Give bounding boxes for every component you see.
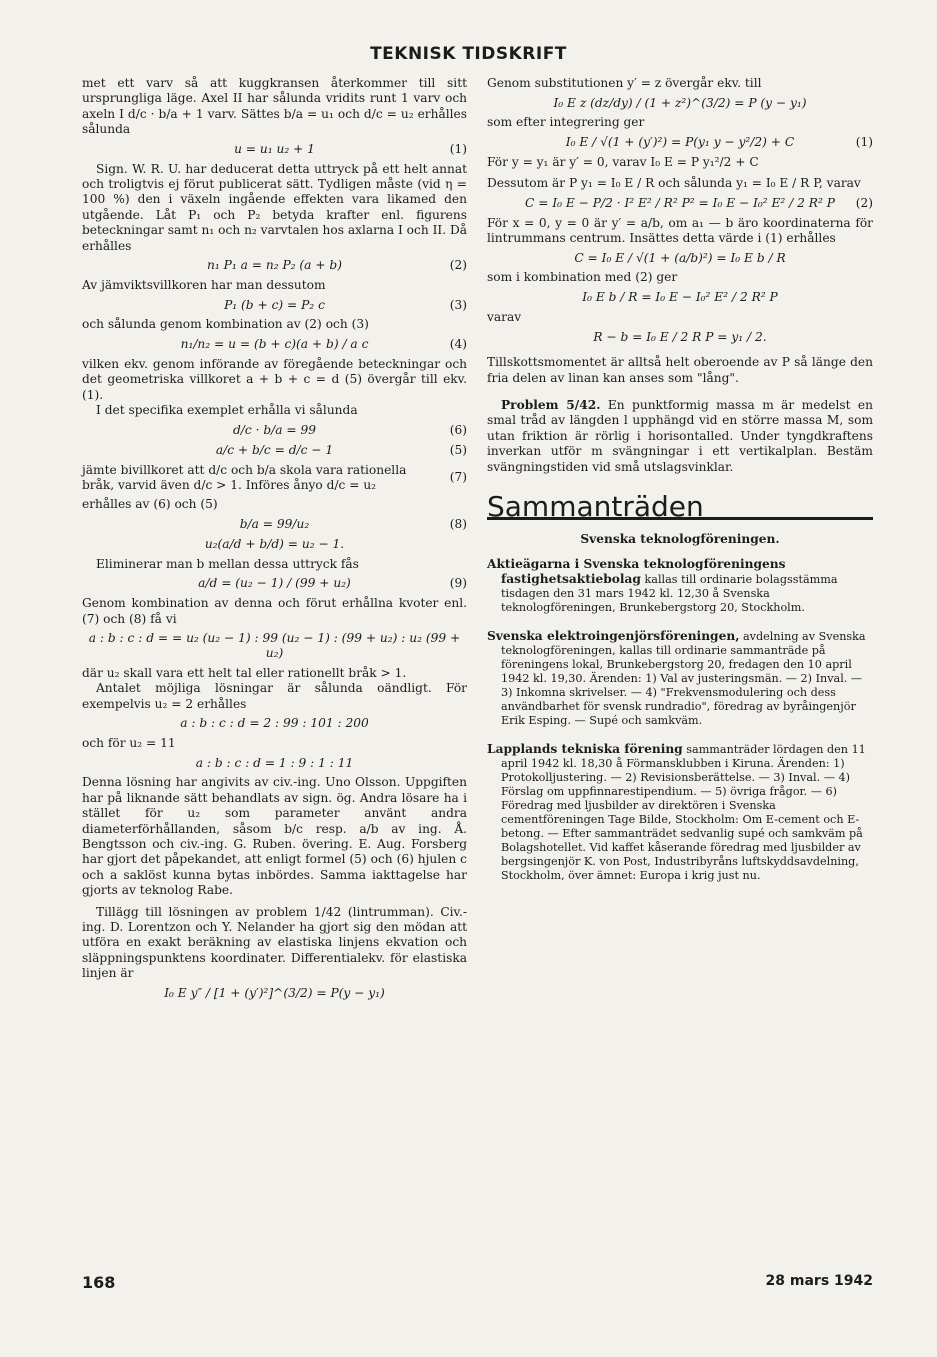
equation-text: n₁/n₂ = u = (b + c)(a + b) / a c [180, 337, 369, 352]
paragraph: Av jämviktsvillkoren har man dessutom [82, 278, 326, 293]
equation-number: (2) [855, 195, 873, 210]
meeting-notice [487, 742, 873, 883]
notice-lead: Lapplands tekniska förening [487, 741, 683, 756]
equation-text: I₀ E z (dz/dy) / (1 + z²)^(3/2) = P (y − y₁) [553, 95, 807, 110]
problem-text: En punktformig massa m är medelst en smal tråd av längden l upphängd vid en större massa M, som utan friktion är rörlig i horisontalled. Under tyngdkraftens inverkan utför m svängningar i ett vertikalplan. Bestäm svängningstiden vid små utslagsvinklar. [487, 398, 873, 474]
equation-text: a/d = (u₂ − 1) / (99 + u₂) [198, 576, 351, 591]
paragraph: erhålles av (6) och (5) [82, 497, 218, 512]
paragraph: och för u₂ = 11 [82, 735, 176, 750]
equation [487, 290, 873, 306]
equation-text: n₁ P₁ a = n₂ P₂ (a + b) [207, 258, 342, 273]
equation-text: u = u₁ u₂ + 1 [234, 141, 315, 156]
equation [82, 443, 467, 459]
paragraph: varav [487, 309, 522, 324]
paragraph: met ett varv så att kuggkransen återkommer till sitt ursprungliga läge. Axel II har sålunda vridits runt 1 varv och axeln I d/c · b/a + 1 varv. Sättes b/a = u₁ och d/c = u₂ erhålles sålunda [82, 76, 467, 137]
equation-number: (4) [449, 337, 467, 352]
meeting-notice [487, 557, 873, 615]
problem-5-42 [487, 398, 873, 475]
equation-text: d/c · b/a = 99 [233, 422, 316, 437]
equation-number: (3) [449, 297, 467, 312]
equation-number: (2) [449, 258, 467, 273]
paragraph: Genom kombination av denna och förut erhållna kvoter enl. (7) och (8) få vi [82, 596, 467, 626]
equation-number: (5) [449, 442, 467, 457]
notice-lead: Svenska elektroingenjörsföreningen, [487, 628, 740, 643]
paragraph: som i kombination med (2) ger [487, 270, 678, 285]
equation [487, 329, 873, 345]
problem-title: Problem 5/42. [501, 398, 601, 413]
paragraph: som efter integrering ger [487, 115, 645, 130]
equation [82, 716, 467, 732]
paragraph: Sign. W. R. U. har deducerat detta uttryck på ett helt annat och troligtvis ej förut publicerat sätt. Tydligen måste (vid η = 100 %) den i växeln ingående effekten vara likamed den utgående. Låt P₁ och P₂ betyda krafter enl. figurens beteckningar samt n₁ och n₂ varvtalen hos axlarna I och II. Då erhålles [82, 161, 467, 253]
paragraph: Genom substitutionen y′ = z övergår ekv. till [487, 76, 762, 90]
paragraph: vilken ekv. genom införande av föregående beteckningar och det geometriska villkoret a + b + c = d (5) övergår till ekv. (1). [82, 356, 467, 402]
paragraph: Antalet möjliga lösningar är sålunda oändligt. För exempelvis u₂ = 2 erhålles [82, 681, 467, 711]
paragraph: jämte bivillkoret att d/c och b/a skola vara rationella bråk, varvid även d/c > 1. Införes ånyo d/c = u₂ [82, 462, 407, 492]
equation-text: a/c + b/c = d/c − 1 [215, 442, 334, 457]
equation [82, 755, 467, 771]
equation-text: R − b = I₀ E / 2 R P = y₁ / 2. [593, 329, 767, 344]
equation [82, 258, 467, 274]
equation-text: a : b : c : d = = u₂ (u₂ − 1) : 99 (u₂ − 1) : (99 + u₂) : u₂ (99 + u₂) [88, 630, 461, 661]
equation-text: C = I₀ E − P/2 · I² E² / R² P² = I₀ E − I₀² E² / 2 R² P [525, 195, 835, 210]
equation-text: a : b : c : d = 2 : 99 : 101 : 200 [180, 716, 369, 731]
equation [487, 196, 873, 212]
equation [82, 142, 467, 158]
left-column [82, 76, 467, 1006]
issue-date: 28 mars 1942 [765, 1273, 873, 1289]
equation [487, 95, 873, 111]
equation-text: I₀ E y″ / [1 + (y′)²]^(3/2) = P(y − y₁) [164, 985, 385, 1000]
paragraph: Denna lösning har angivits av civ.-ing. Uno Olsson. Uppgiften har på liknande sätt behandlats av sign. ög. Andra lösare ha i stället för u₂ som parameter använt andra diameterförhållanden, såsom b/c resp. a/b av ing. Å. Bengtsson och civ.-ing. G. Ruben. övering. E. Aug. Forsberg har gjort det påpekandet, att enligt formel (5) och (6) hjulen c och a saklöst kunna bytas inbördes. Samma iakttagelse har gjorts av teknolog Rabe. [82, 775, 467, 898]
equation-number: (1) [449, 141, 467, 156]
paragraph: där u₂ skall vara ett helt tal eller rationellt bråk > 1. [82, 665, 407, 680]
paragraph: Tillskottsmomentet är alltså helt oberoende av P så länge den fria delen av linan kan anses som "lång". [487, 355, 873, 385]
paragraph: Dessutom är P y₁ = I₀ E / R och sålunda y₁ = I₀ E / R P, varav [487, 176, 861, 191]
notice-text: avdelning av Svenska teknologföreningen, kallas till ordinarie sammanträde på föreningens lokal, Brunkebergstorg 20, fredagen den 10 april 1942 kl. 19,30. Ärenden: 1) Val av justeringsmän. — 2) Inval. — 3) Inkomna skrivelser. — 4) "Frekvensmodulering och dess användbarhet för svensk rundradio", föredrag av byråingenjör Erik Esping. — Supé och samkväm. [501, 629, 866, 727]
equation-text: I₀ E b / R = I₀ E − I₀² E² / 2 R² P [582, 290, 778, 305]
equation [82, 463, 467, 494]
section-heading: Sammanträden [487, 499, 873, 519]
right-column [487, 76, 873, 883]
equation [82, 986, 467, 1002]
equation-text: C = I₀ E / √(1 + (a/b)²) = I₀ E b / R [574, 250, 786, 265]
notice-text: kallas till ordinarie bolagsstämma tisdagen den 31 mars 1942 kl. 12,30 å Svenska teknologföreningen, Brunkebergstorg 20, Stockholm. [501, 572, 838, 614]
notice-lead: Aktieägarna i Svenska teknologföreningens fastighetsaktiebolag [487, 556, 786, 586]
equation-number: (6) [449, 422, 467, 437]
notice-text: sammanträder lördagen den 11 april 1942 kl. 18,30 å Förmansklubben i Kiruna. Ärenden: 1) Protokolljustering. — 2) Revisionsberättelse. — 3) Inval. — 4) Förslag om uppfinnarestipendium. — 5) övriga frågor. — 6) Föredrag med ljusbilder av direktören i Svenska cementföreningen Tage Bilde, Stockholm: Om E-cement och E-betong. — Efter sammanträdet sedvanlig supé och samkväm på Bolagshotellet. Vid kaffet kåserande föredrag med ljusbilder av bergsingenjör K. von Post, Industribyråns luftskyddsavdelning, Stockholm, över ämnet: Europa i krig just nu. [501, 742, 866, 882]
equation [82, 631, 467, 662]
page-number: 168 [82, 1273, 116, 1292]
equation-text: P₁ (b + c) = P₂ c [224, 297, 325, 312]
paragraph: Tillägg till lösningen av problem 1/42 (lintrumman). Civ.-ing. D. Lorentzon och Y. Nelander ha gjort sig den mödan att utföra en exakt beräkning av elastiska linjens ekvation och släppningspunktens koordinater. Differentialekv. för elastiska linjen är [82, 904, 467, 981]
org-heading: Svenska teknologföreningen. [580, 531, 780, 546]
equation [82, 337, 467, 353]
equation-number: (9) [449, 576, 467, 591]
paragraph: I det specifika exemplet erhålla vi sålunda [96, 403, 358, 418]
equation-text: a : b : c : d = 1 : 9 : 1 : 11 [195, 755, 354, 770]
equation [82, 576, 467, 592]
equation [82, 517, 467, 533]
paragraph: och sålunda genom kombination av (2) och (3) [82, 317, 369, 332]
meeting-notice [487, 629, 873, 728]
equation-text: b/a = 99/u₂ [239, 517, 310, 532]
equation [82, 297, 467, 313]
equation-number: (8) [449, 517, 467, 532]
equation [82, 423, 467, 439]
equation [487, 250, 873, 266]
equation-text: u₂(a/d + b/d) = u₂ − 1. [204, 537, 345, 552]
masthead: TEKNISK TIDSKRIFT [370, 44, 567, 64]
equation-number: (1) [855, 135, 873, 150]
paragraph: Eliminerar man b mellan dessa uttryck fås [96, 556, 359, 571]
equation-number: (7) [449, 470, 467, 485]
paragraph: För y = y₁ är y′ = 0, varav I₀ E = P y₁²/2 + C [487, 154, 759, 169]
equation [82, 537, 467, 553]
paragraph: För x = 0, y = 0 är y′ = a/b, om a₁ — b äro koordinaterna för lintrummans centrum. Insättes detta värde i (1) erhålles [487, 215, 873, 246]
equation [487, 135, 873, 151]
equation-text: I₀ E / √(1 + (y′)²) = P(y₁ y − y²/2) + C [565, 135, 795, 150]
